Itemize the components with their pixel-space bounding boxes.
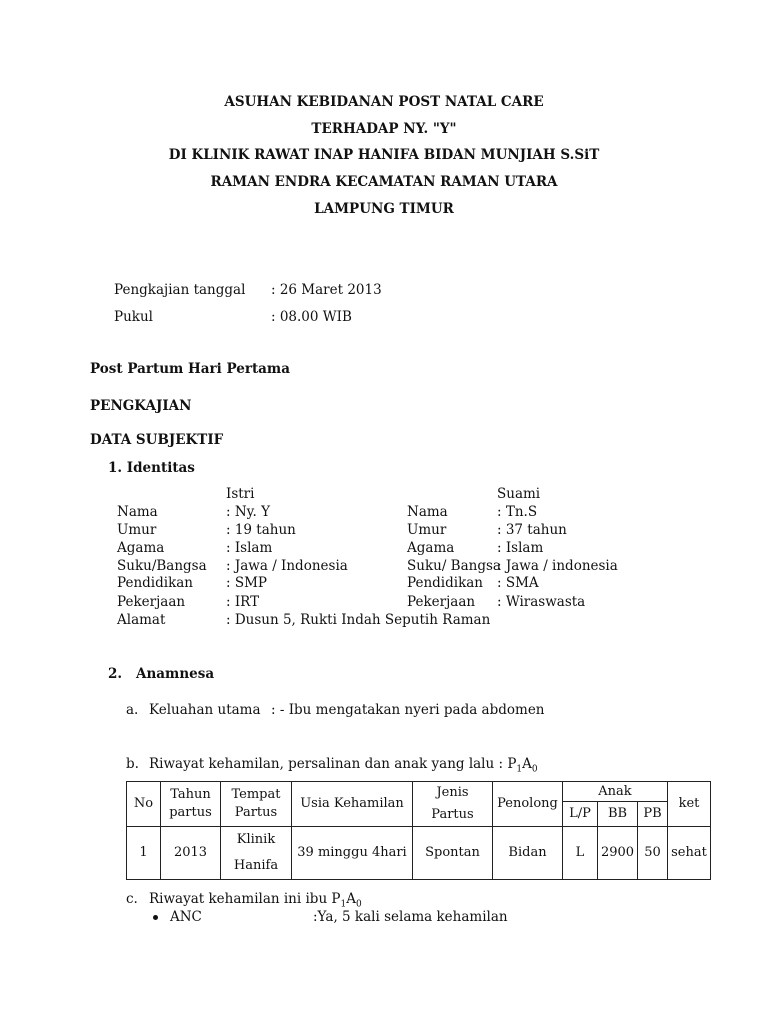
title-line-4: RAMAN ENDRA KECAMATAN RAMAN UTARA [210, 174, 558, 190]
husband-name-label: Nama [407, 504, 448, 520]
current-abortus-letter: A [346, 891, 356, 907]
header-place: Tempat Partus [221, 782, 292, 827]
title-line-2: TERHADAP NY. "Y" [311, 121, 457, 137]
husband-name-value: : Tn.S [497, 504, 538, 520]
abortus-letter: A [522, 756, 532, 772]
wife-occupation-value: : IRT [226, 594, 260, 610]
cell-year: 2013 [161, 827, 221, 880]
header-child: Anak [563, 782, 668, 802]
cell-attendant: Bidan [493, 827, 563, 880]
current-abortus-subscript: 0 [356, 899, 362, 910]
cell-sex: L [563, 827, 598, 880]
husband-occupation-value: : Wiraswasta [497, 594, 586, 610]
title-line-1: ASUHAN KEBIDANAN POST NATAL CARE [224, 94, 544, 110]
parity-subscript: 1 [516, 764, 523, 775]
current-pregnancy-heading [149, 891, 362, 910]
item-c-marker: c. [126, 891, 138, 907]
wife-religion-value: : Islam [226, 540, 273, 556]
data-subjektif-heading: DATA SUBJEKTIF [90, 432, 224, 448]
anc-label: ANC [170, 909, 202, 925]
husband-occupation-label: Pekerjaan [407, 594, 476, 610]
title-line-5: LAMPUNG TIMUR [314, 201, 454, 217]
cell-length: 50 [638, 827, 668, 880]
wife-address-label: Alamat [117, 612, 166, 628]
husband-ethnicity-label: Suku/ Bangsa [407, 558, 501, 574]
wife-occupation-label: Pekerjaan [117, 594, 186, 610]
husband-religion-value: : Islam [497, 540, 544, 556]
wife-header: Istri [226, 486, 255, 502]
header-attendant: Penolong [493, 782, 563, 827]
husband-age-value: : 37 tahun [497, 522, 567, 538]
current-pregnancy-text: Riwayat kehamilan ini ibu P [149, 891, 341, 907]
header-sex: L/P [563, 802, 598, 827]
item-a-marker: a. [126, 702, 139, 718]
previous-history-text: Riwayat kehamilan, persalinan dan anak yang lalu : P [149, 756, 517, 772]
bullet-icon [153, 915, 158, 920]
cell-place: Klinik Hanifa [221, 827, 292, 880]
wife-age-value: : 19 tahun [226, 522, 296, 538]
anamnesa-heading: Anamnesa [136, 666, 215, 682]
main-complaint-value: : - Ibu mengatakan nyeri pada abdomen [271, 702, 545, 718]
title-line-3: DI KLINIK RAWAT INAP HANIFA BIDAN MUNJIAH S.SiT [168, 147, 600, 163]
table-row [127, 827, 711, 880]
husband-age-label: Umur [407, 522, 447, 538]
husband-religion-label: Agama [407, 540, 455, 556]
assessment-date-value: : 26 Maret 2013 [271, 282, 382, 298]
husband-education-value: : SMA [497, 575, 539, 591]
husband-header: Suami [497, 486, 541, 502]
wife-address-value: : Dusun 5, Rukti Indah Seputih Raman [226, 612, 491, 628]
wife-ethnicity-label: Suku/Bangsa [117, 558, 207, 574]
wife-age-label: Umur [117, 522, 157, 538]
wife-religion-label: Agama [117, 540, 165, 556]
wife-education-label: Pendidikan [117, 575, 194, 591]
item-b-marker: b. [126, 756, 139, 772]
husband-ethnicity-value: : Jawa / indonesia [497, 558, 618, 574]
wife-education-value: : SMP [226, 575, 267, 591]
cell-weight: 2900 [598, 827, 638, 880]
main-complaint-label: Keluahan utama [149, 702, 261, 718]
postpartum-heading: Post Partum Hari Pertama [90, 361, 290, 377]
header-weight: BB [598, 802, 638, 827]
cell-remarks: sehat [668, 827, 711, 880]
cell-delivery-type: Spontan [413, 827, 493, 880]
header-remarks: ket [668, 782, 711, 827]
anc-value: :Ya, 5 kali selama kehamilan [313, 909, 508, 925]
current-parity-subscript: 1 [340, 899, 347, 910]
wife-name-value: : Ny. Y [226, 504, 270, 520]
previous-history-heading [149, 756, 538, 775]
abortus-subscript: 0 [531, 764, 538, 775]
pengkajian-heading: PENGKAJIAN [90, 398, 192, 414]
wife-name-label: Nama [117, 504, 158, 520]
pregnancy-history-table [126, 781, 711, 880]
header-gestational-age: Usia Kehamilan [292, 782, 413, 827]
cell-no: 1 [127, 827, 161, 880]
header-no: No [127, 782, 161, 827]
header-length: PB [638, 802, 668, 827]
anamnesa-number: 2. [108, 666, 123, 682]
header-delivery-type: Jenis Partus [413, 782, 493, 827]
assessment-time-label: Pukul [114, 309, 153, 325]
husband-education-label: Pendidikan [407, 575, 484, 591]
assessment-date-label: Pengkajian tanggal [114, 282, 246, 298]
cell-gestational-age: 39 minggu 4hari [292, 827, 413, 880]
identitas-heading: 1. Identitas [108, 460, 195, 476]
assessment-time-value: : 08.00 WIB [271, 309, 352, 325]
wife-ethnicity-value: : Jawa / Indonesia [226, 558, 348, 574]
header-year: Tahun partus [161, 782, 221, 827]
